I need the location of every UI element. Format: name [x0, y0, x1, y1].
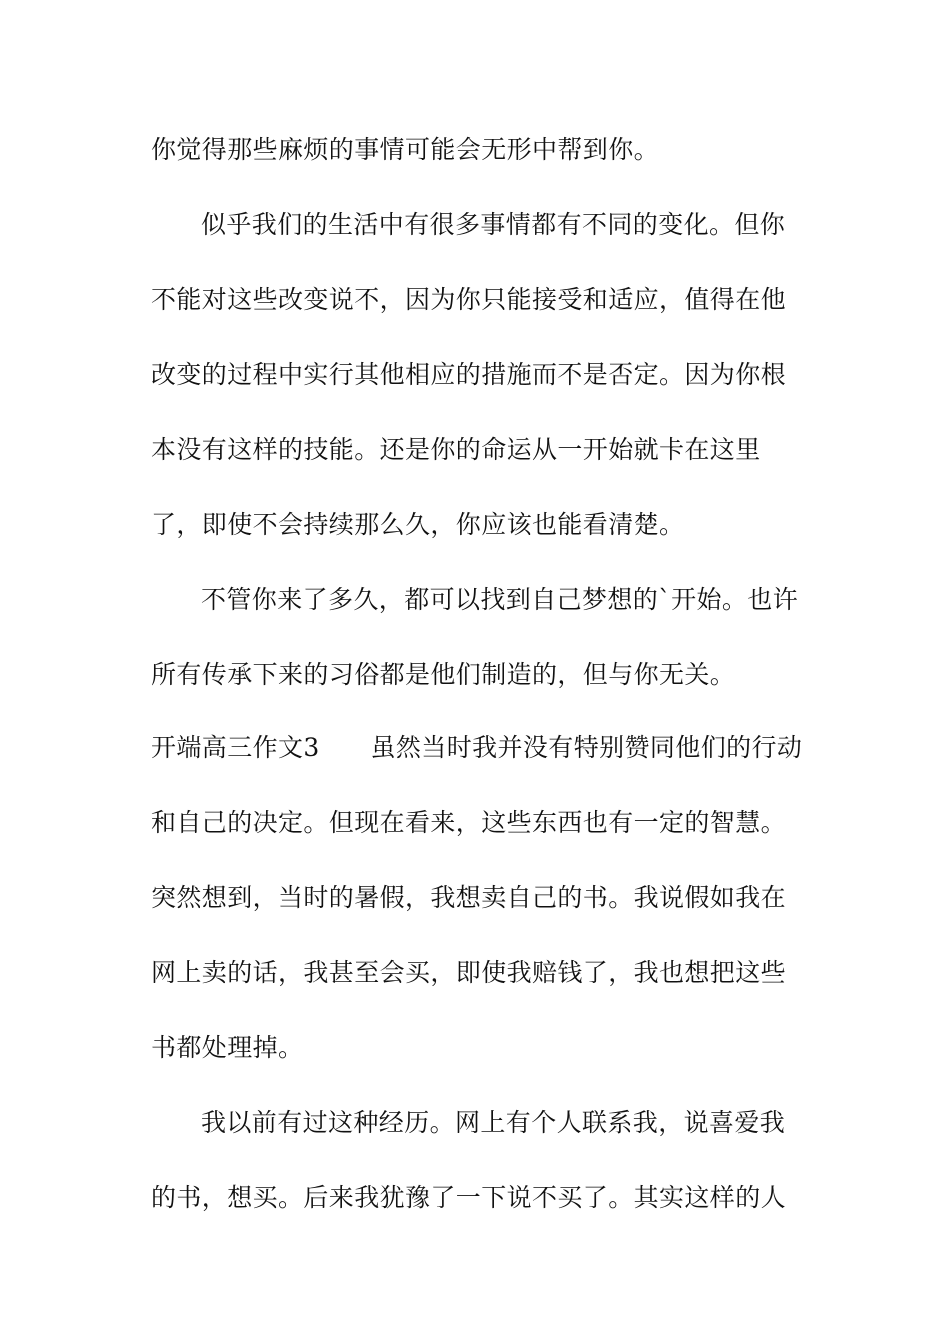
text-line: 网上卖的话，我甚至会买，即使我赔钱了，我也想把这些 [151, 958, 787, 987]
text-line: 似乎我们的生活中有很多事情都有不同的变化。但你 [201, 210, 786, 239]
text-line: 你觉得那些麻烦的事情可能会无形中帮到你。 [151, 135, 660, 164]
section-heading-line: 开端高三作文3 虽然当时我并没有特别赞同他们的行动 [151, 733, 803, 762]
text-line: 的书，想买。后来我犹豫了一下说不买了。其实这样的人 [151, 1183, 787, 1212]
text-line: 和自己的决定。但现在看来，这些东西也有一定的智慧。 [151, 808, 787, 837]
text-line: 不管你来了多久，都可以找到自己梦想的`开始。也许 [201, 585, 799, 614]
text-line: 突然想到，当时的暑假，我想卖自己的书。我说假如我在 [151, 883, 787, 912]
text-line: 不能对这些改变说不，因为你只能接受和适应，值得在他 [151, 285, 787, 314]
text-line: 书都处理掉。 [151, 1033, 304, 1062]
text-line: 改变的过程中实行其他相应的措施而不是否定。因为你根 [151, 360, 787, 389]
text-line: 本没有这样的技能。还是你的命运从一开始就卡在这里 [151, 435, 761, 464]
text-line: 了，即使不会持续那么久，你应该也能看清楚。 [151, 510, 685, 539]
text-line: 所有传承下来的习俗都是他们制造的，但与你无关。 [151, 660, 736, 689]
text-line: 我以前有过这种经历。网上有个人联系我，说喜爱我 [201, 1108, 786, 1137]
